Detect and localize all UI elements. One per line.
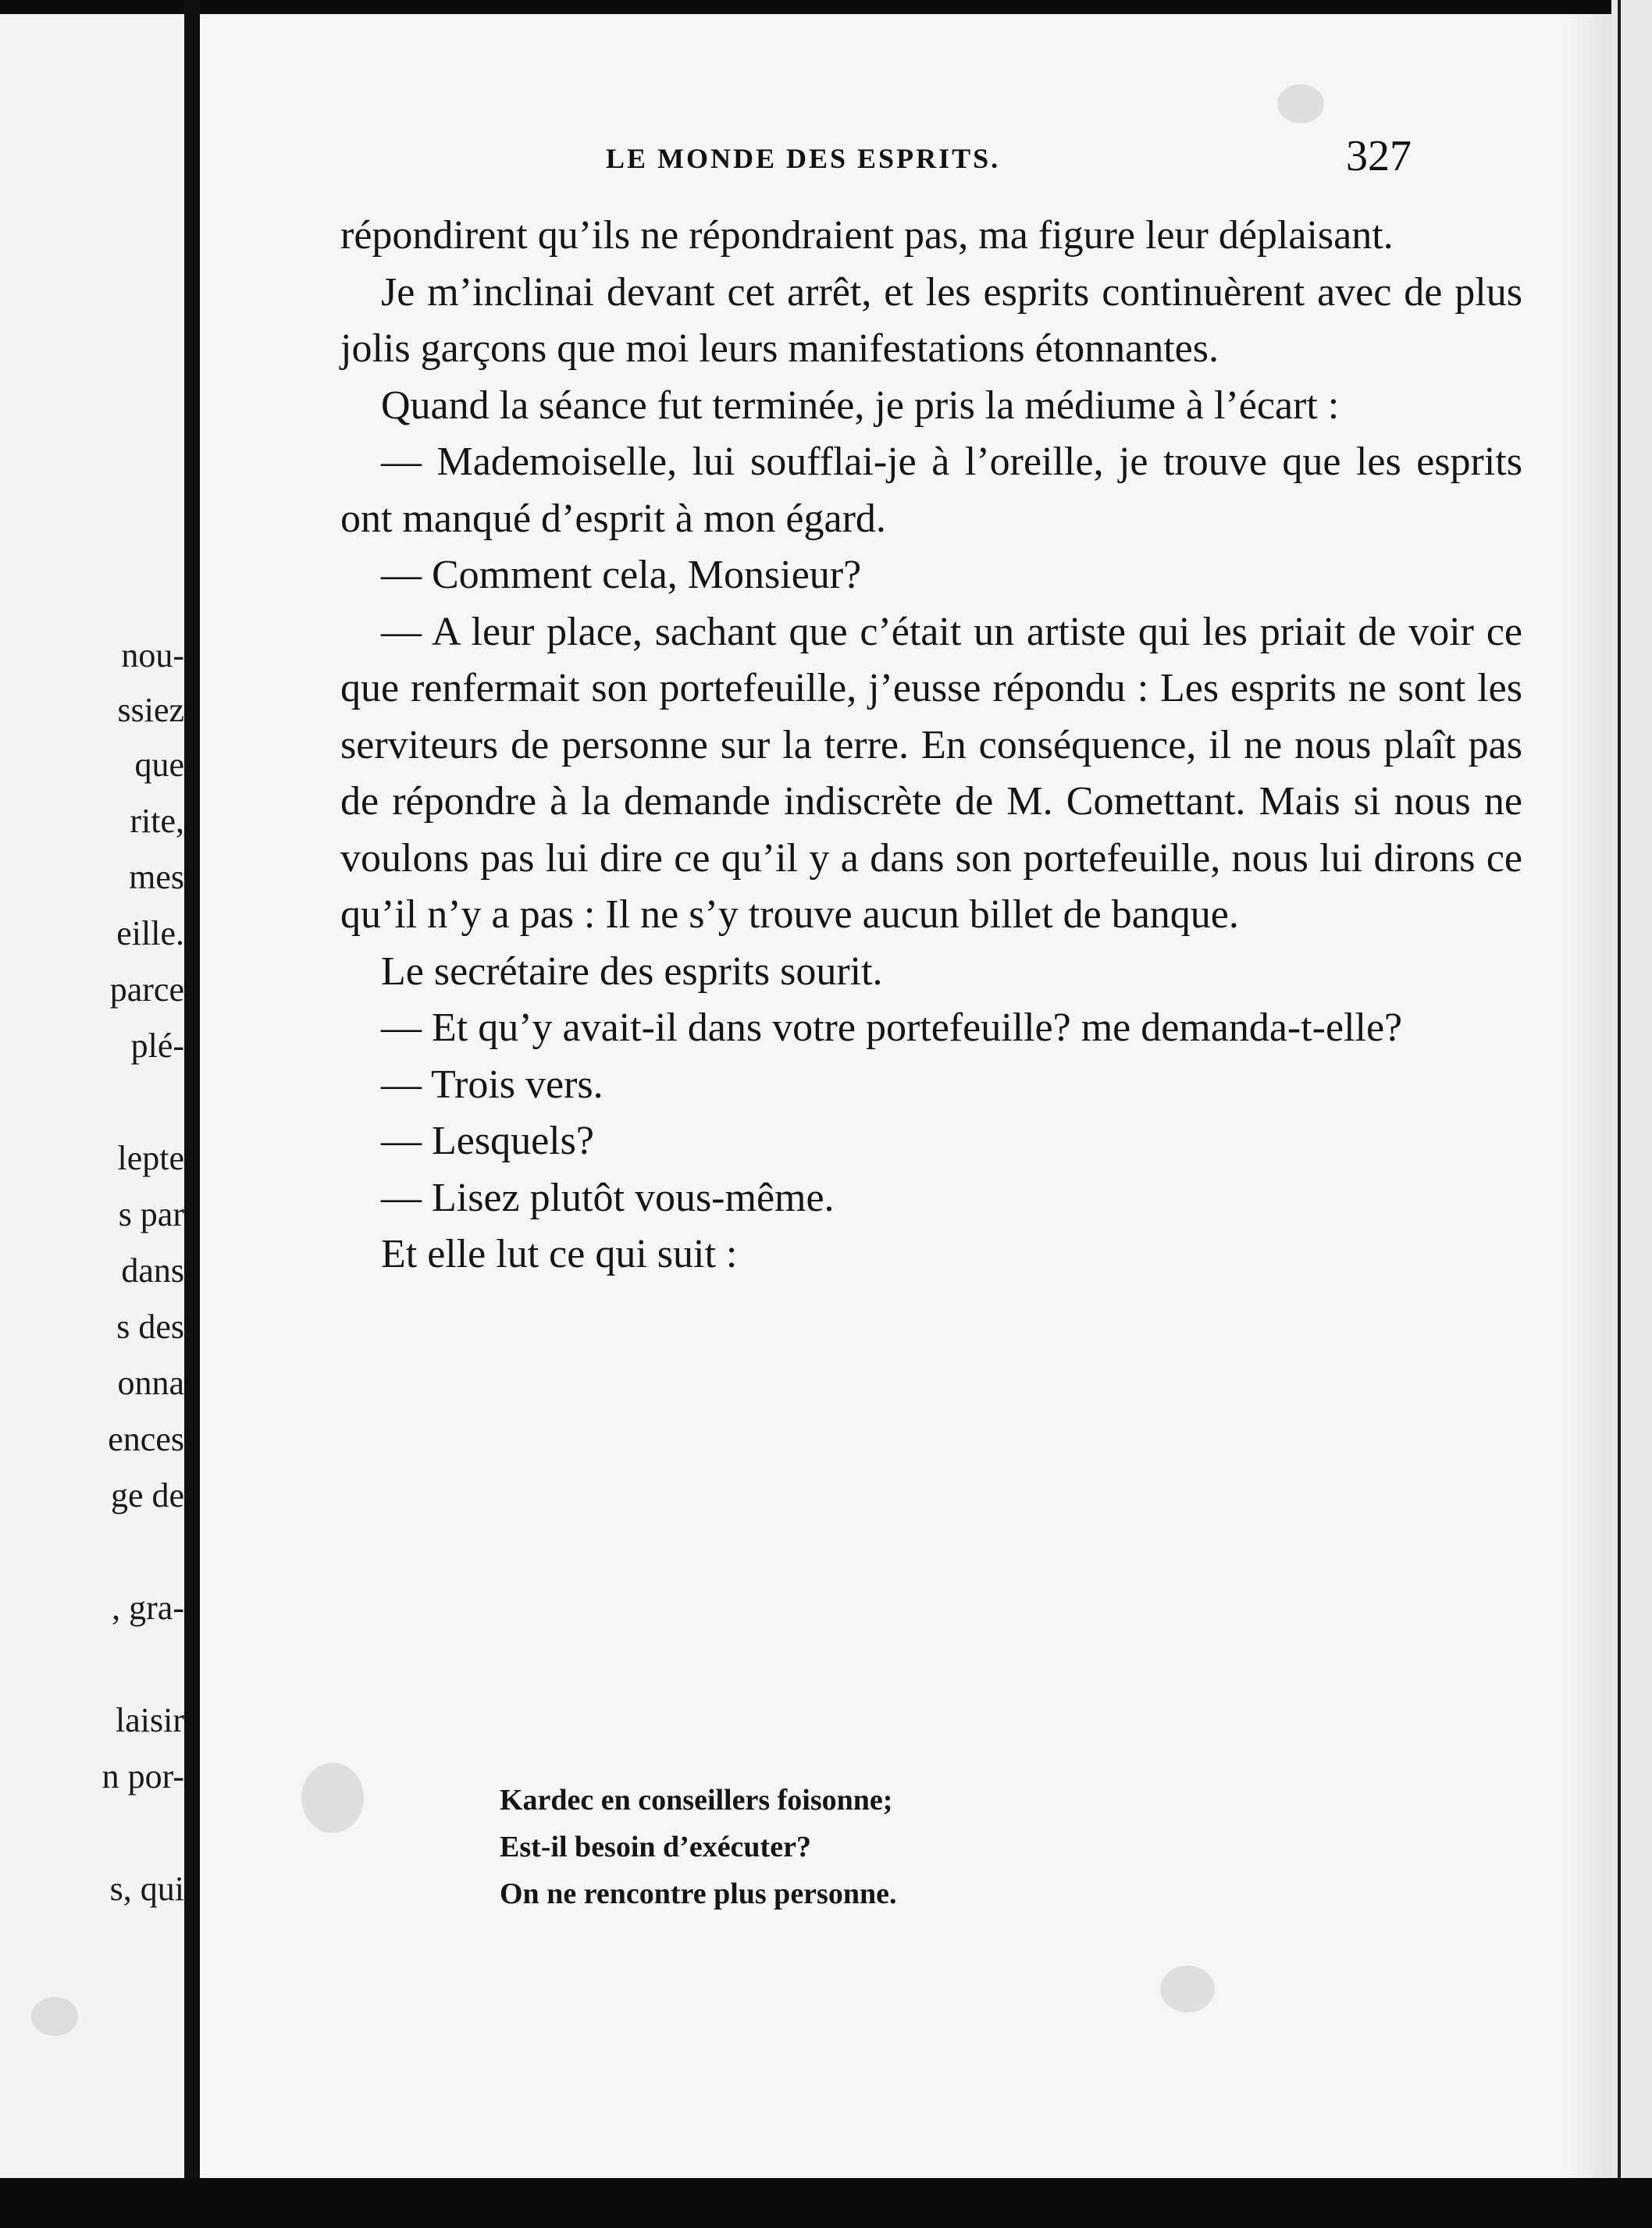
running-title: LE MONDE DES ESPRITS. [606,143,1001,174]
left-line: laisir [116,1701,184,1739]
facing-page-edge [0,14,184,2192]
left-line: s par [118,1195,184,1233]
left-line: eille. [116,914,184,952]
left-line: ssiez [117,691,184,729]
left-line: ences [108,1420,184,1458]
page-number: 327 [1346,132,1412,180]
paragraph: répondirent qu’ils ne répondraient pas, ma figure leur déplaisant. [340,213,1394,258]
paragraph: — Lisez plutôt vous-même. [381,1175,835,1220]
paragraph: — Mademoiselle, lui soufflai-je à l’oreille, je trouve que les esprits ont manqué d’esprit à mon égard. [340,440,1522,541]
left-line: rite, [130,802,184,840]
book-page [200,14,1611,2178]
verse-line: Est-il besoin d’exécuter? [500,1831,811,1863]
paragraph: Le secrétaire des esprits sourit. [381,949,883,994]
paper-speck [1277,84,1324,123]
left-line: , gra- [112,1589,184,1627]
paragraph: — A leur place, sachant que c’était un artiste qui les priait de voir ce que renfermait son portefeuille, j’eusse répondu : Les esprits ne sont les serviteurs de personne sur la terre. En conséquence, il ne nous plaît pas de répondre à la demande indiscrète de M. Comettant. Mais si nous ne voulons pas lui dire ce qu’il y a dans son portefeuille, nous lui dirons ce qu’il n’y a pas : Il ne s’y trouve aucun billet de banque. [340,609,1522,937]
verse-line: On ne rencontre plus personne. [500,1877,897,1910]
left-line: s, qui [109,1870,184,1908]
paragraph: Je m’inclinai devant cet arrêt, et les esprits continuèrent avec de plus jolis garçons que moi leurs manifestations étonnantes. [340,269,1522,371]
paragraph: — Lesquels? [381,1119,594,1163]
paragraph: — Et qu’y avait-il dans votre portefeuille? me demanda-t-elle? [381,1005,1403,1050]
left-line: onna [117,1364,184,1402]
left-line: mes [129,858,184,896]
paper-speck [301,1763,364,1833]
left-line: s des [116,1308,184,1346]
paragraph: Et elle lut ce qui suit : [381,1232,738,1276]
left-line: n por- [101,1757,184,1796]
paper-speck [31,1997,78,2036]
body-text [340,208,1522,1283]
paragraph: Quand la séance fut terminée, je pris la médiume à l’écart : [381,383,1340,428]
page-shadow [1565,14,1611,2178]
paragraph: — Trois vers. [381,1062,603,1107]
verse-line: Kardec en conseillers foisonne; [500,1784,893,1817]
paragraph: — Comment cela, Monsieur? [381,553,862,597]
verse-block [500,1777,896,1917]
book-gutter [184,0,200,2228]
left-line: lepte [117,1139,184,1177]
left-line: que [134,746,184,784]
scan-border [0,2178,1652,2228]
left-line: plé- [130,1027,184,1065]
page-stack-line [1618,0,1621,2228]
left-line: ge de [110,1476,184,1514]
left-line: dans [121,1251,184,1290]
left-line: nou- [121,636,184,674]
paper-speck [1160,1966,1215,2013]
left-line: parce [109,970,184,1009]
